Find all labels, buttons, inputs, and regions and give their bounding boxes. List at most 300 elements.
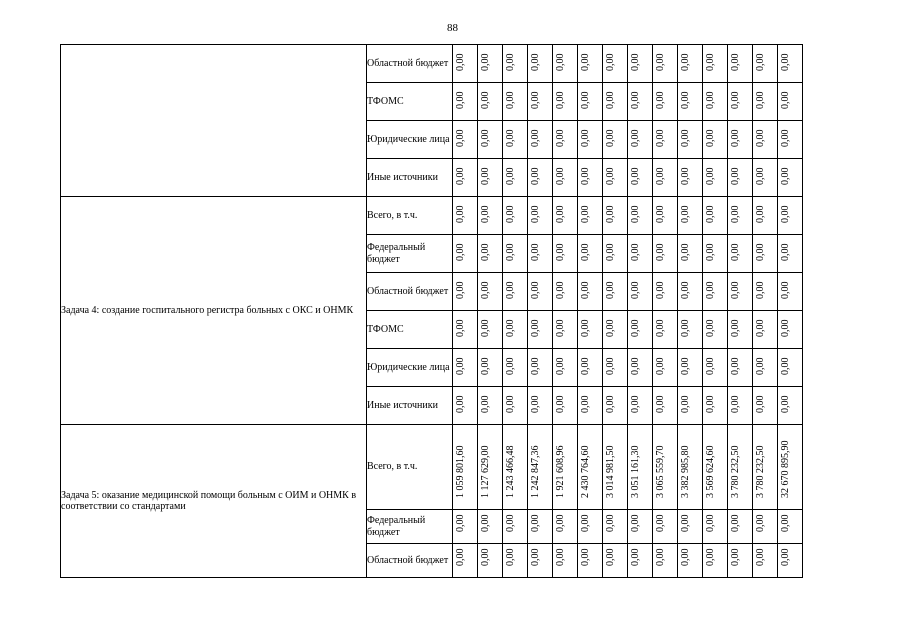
value-text: 0,00	[705, 281, 716, 299]
value-text: 32 670 895,90	[780, 440, 791, 498]
table-row	[61, 45, 803, 83]
value-cell	[528, 311, 553, 349]
value-cell	[453, 121, 478, 159]
value-text: 0,00	[580, 53, 591, 71]
value-text: 0,00	[780, 395, 791, 413]
value-cell	[453, 349, 478, 387]
value-cell	[653, 510, 678, 544]
value-text: 0,00	[480, 53, 491, 71]
funding-source-cell: Областной бюджет	[367, 544, 453, 578]
value-cell	[703, 387, 728, 425]
value-text: 0,00	[680, 281, 691, 299]
value-text: 0,00	[455, 167, 466, 185]
value-cell	[503, 45, 528, 83]
value-cell	[478, 387, 503, 425]
value-cell	[678, 349, 703, 387]
value-text: 0,00	[755, 548, 766, 566]
funding-source-cell: Всего, в т.ч.	[367, 425, 453, 510]
value-text: 0,00	[530, 167, 541, 185]
value-text: 0,00	[705, 357, 716, 375]
value-cell	[453, 197, 478, 235]
value-cell	[678, 510, 703, 544]
value-text: 0,00	[505, 167, 516, 185]
value-cell	[603, 425, 628, 510]
value-text: 0,00	[530, 357, 541, 375]
value-cell	[678, 425, 703, 510]
value-text: 0,00	[730, 91, 741, 109]
value-text: 0,00	[780, 91, 791, 109]
value-text: 0,00	[605, 91, 616, 109]
value-cell	[553, 45, 578, 83]
value-cell	[553, 235, 578, 273]
value-text: 0,00	[455, 357, 466, 375]
value-cell	[553, 349, 578, 387]
value-cell	[653, 197, 678, 235]
value-cell	[753, 121, 778, 159]
value-cell	[503, 387, 528, 425]
value-text: 0,00	[505, 395, 516, 413]
value-text: 0,00	[755, 91, 766, 109]
value-cell	[578, 159, 603, 197]
value-text: 0,00	[630, 514, 641, 532]
value-text: 0,00	[455, 548, 466, 566]
value-cell	[628, 83, 653, 121]
value-cell	[628, 349, 653, 387]
value-cell	[753, 387, 778, 425]
value-text: 0,00	[780, 53, 791, 71]
value-cell	[453, 83, 478, 121]
value-cell	[728, 544, 753, 578]
value-text: 0,00	[530, 129, 541, 147]
value-cell	[703, 197, 728, 235]
value-cell	[603, 197, 628, 235]
value-cell	[778, 387, 803, 425]
value-cell	[778, 197, 803, 235]
value-text: 0,00	[705, 514, 716, 532]
value-cell	[578, 425, 603, 510]
value-text: 0,00	[680, 167, 691, 185]
value-text: 0,00	[505, 205, 516, 223]
task-cell: Задача 5: оказание медицинской помощи больным с ОИМ и ОНМК в соответствии со стандартами	[61, 425, 367, 578]
value-cell	[453, 311, 478, 349]
value-cell	[478, 311, 503, 349]
value-text: 0,00	[530, 281, 541, 299]
value-text: 0,00	[580, 319, 591, 337]
value-text: 0,00	[555, 53, 566, 71]
value-text: 0,00	[655, 319, 666, 337]
funding-source-cell: Областной бюджет	[367, 273, 453, 311]
value-cell	[778, 510, 803, 544]
value-text: 0,00	[630, 548, 641, 566]
value-text: 0,00	[630, 357, 641, 375]
value-cell	[528, 45, 553, 83]
value-text: 0,00	[680, 514, 691, 532]
task-cell	[61, 45, 367, 197]
value-cell	[753, 425, 778, 510]
value-text: 0,00	[655, 205, 666, 223]
value-cell	[528, 235, 553, 273]
value-cell	[603, 121, 628, 159]
value-text: 0,00	[780, 357, 791, 375]
value-text: 0,00	[605, 53, 616, 71]
funding-source-cell: Федеральный бюджет	[367, 235, 453, 273]
value-cell	[678, 45, 703, 83]
value-cell	[553, 311, 578, 349]
value-cell	[553, 197, 578, 235]
funding-source-cell: ТФОМС	[367, 311, 453, 349]
value-text: 0,00	[655, 91, 666, 109]
value-cell	[578, 387, 603, 425]
value-text: 2 430 764,60	[580, 445, 591, 498]
value-text: 0,00	[480, 243, 491, 261]
value-text: 0,00	[480, 205, 491, 223]
value-text: 0,00	[730, 53, 741, 71]
value-cell	[478, 544, 503, 578]
value-cell	[453, 387, 478, 425]
value-cell	[728, 197, 753, 235]
value-text: 0,00	[530, 243, 541, 261]
value-cell	[553, 387, 578, 425]
value-cell	[678, 311, 703, 349]
value-text: 0,00	[480, 129, 491, 147]
value-text: 0,00	[655, 357, 666, 375]
value-cell	[603, 544, 628, 578]
value-cell	[653, 387, 678, 425]
value-cell	[653, 235, 678, 273]
value-cell	[628, 197, 653, 235]
value-text: 0,00	[705, 91, 716, 109]
value-text: 0,00	[505, 53, 516, 71]
value-text: 0,00	[505, 281, 516, 299]
value-text: 0,00	[480, 357, 491, 375]
funding-source-cell: Областной бюджет	[367, 45, 453, 83]
value-text: 0,00	[730, 281, 741, 299]
value-text: 0,00	[655, 281, 666, 299]
value-text: 0,00	[455, 53, 466, 71]
value-cell	[703, 83, 728, 121]
value-text: 0,00	[530, 205, 541, 223]
value-text: 0,00	[555, 548, 566, 566]
value-text: 0,00	[455, 91, 466, 109]
value-cell	[528, 425, 553, 510]
value-text: 0,00	[780, 243, 791, 261]
value-cell	[503, 159, 528, 197]
value-cell	[653, 121, 678, 159]
value-text: 0,00	[705, 53, 716, 71]
value-text: 0,00	[605, 167, 616, 185]
funding-source-cell: Всего, в т.ч.	[367, 197, 453, 235]
value-cell	[678, 235, 703, 273]
value-text: 0,00	[730, 357, 741, 375]
value-cell	[778, 121, 803, 159]
value-text: 0,00	[455, 129, 466, 147]
value-text: 0,00	[780, 548, 791, 566]
value-cell	[553, 83, 578, 121]
value-text: 0,00	[480, 514, 491, 532]
value-text: 0,00	[655, 53, 666, 71]
funding-source-cell: ТФОМС	[367, 83, 453, 121]
value-text: 0,00	[755, 129, 766, 147]
value-cell	[503, 311, 528, 349]
value-text: 0,00	[680, 205, 691, 223]
value-cell	[453, 235, 478, 273]
value-cell	[728, 387, 753, 425]
value-cell	[628, 544, 653, 578]
value-text: 0,00	[580, 548, 591, 566]
value-text: 0,00	[655, 129, 666, 147]
value-text: 1 059 801,60	[455, 445, 466, 498]
value-cell	[753, 45, 778, 83]
value-cell	[478, 159, 503, 197]
funding-source-cell: Юридические лица	[367, 121, 453, 159]
value-cell	[628, 387, 653, 425]
value-text: 3 051 161,30	[630, 445, 641, 498]
value-cell	[653, 159, 678, 197]
value-cell	[503, 510, 528, 544]
value-cell	[478, 235, 503, 273]
value-cell	[728, 83, 753, 121]
value-cell	[703, 121, 728, 159]
value-text: 0,00	[505, 129, 516, 147]
value-text: 0,00	[555, 357, 566, 375]
value-text: 3 014 981,50	[605, 445, 616, 498]
value-cell	[678, 273, 703, 311]
value-text: 0,00	[555, 129, 566, 147]
value-cell	[678, 387, 703, 425]
value-cell	[503, 83, 528, 121]
value-cell	[603, 159, 628, 197]
value-text: 3 065 559,70	[655, 445, 666, 498]
page-number: 88	[447, 22, 458, 34]
value-cell	[703, 45, 728, 83]
value-text: 0,00	[755, 205, 766, 223]
funding-source-cell: Иные источники	[367, 159, 453, 197]
value-text: 0,00	[755, 395, 766, 413]
value-cell	[778, 159, 803, 197]
value-text: 0,00	[580, 357, 591, 375]
value-text: 0,00	[605, 129, 616, 147]
value-text: 0,00	[580, 514, 591, 532]
value-text: 0,00	[705, 395, 716, 413]
value-cell	[578, 45, 603, 83]
value-text: 0,00	[755, 319, 766, 337]
value-text: 0,00	[705, 548, 716, 566]
value-text: 0,00	[755, 167, 766, 185]
value-cell	[528, 197, 553, 235]
value-text: 0,00	[505, 91, 516, 109]
value-text: 0,00	[730, 205, 741, 223]
value-text: 0,00	[755, 357, 766, 375]
value-cell	[553, 544, 578, 578]
value-cell	[578, 121, 603, 159]
value-cell	[753, 349, 778, 387]
value-text: 0,00	[530, 91, 541, 109]
value-cell	[703, 510, 728, 544]
value-text: 0,00	[630, 53, 641, 71]
value-text: 0,00	[530, 319, 541, 337]
value-cell	[603, 311, 628, 349]
value-text: 0,00	[655, 243, 666, 261]
value-cell	[703, 311, 728, 349]
value-cell	[703, 235, 728, 273]
value-cell	[778, 544, 803, 578]
value-text: 0,00	[630, 319, 641, 337]
value-cell	[628, 121, 653, 159]
value-text: 0,00	[480, 281, 491, 299]
value-cell	[478, 510, 503, 544]
value-cell	[578, 197, 603, 235]
value-text: 0,00	[605, 514, 616, 532]
value-cell	[728, 235, 753, 273]
value-cell	[478, 121, 503, 159]
value-cell	[778, 235, 803, 273]
value-text: 0,00	[530, 548, 541, 566]
value-cell	[478, 425, 503, 510]
value-text: 0,00	[580, 129, 591, 147]
value-text: 0,00	[555, 395, 566, 413]
value-text: 0,00	[480, 91, 491, 109]
value-text: 0,00	[580, 395, 591, 413]
value-cell	[578, 349, 603, 387]
value-text: 0,00	[630, 205, 641, 223]
value-cell	[703, 159, 728, 197]
value-cell	[628, 45, 653, 83]
value-text: 0,00	[730, 129, 741, 147]
value-cell	[703, 273, 728, 311]
value-cell	[628, 510, 653, 544]
value-cell	[678, 159, 703, 197]
value-cell	[653, 425, 678, 510]
value-cell	[603, 235, 628, 273]
value-text: 0,00	[680, 129, 691, 147]
value-cell	[603, 273, 628, 311]
value-cell	[578, 273, 603, 311]
value-text: 0,00	[455, 514, 466, 532]
value-text: 0,00	[755, 281, 766, 299]
value-text: 0,00	[555, 205, 566, 223]
value-text: 0,00	[730, 243, 741, 261]
value-cell	[503, 349, 528, 387]
value-cell	[753, 510, 778, 544]
value-text: 0,00	[530, 53, 541, 71]
value-text: 0,00	[455, 319, 466, 337]
value-text: 0,00	[730, 167, 741, 185]
budget-table-body	[61, 45, 803, 578]
value-cell	[453, 45, 478, 83]
value-cell	[778, 311, 803, 349]
value-cell	[728, 45, 753, 83]
value-cell	[553, 425, 578, 510]
value-text: 0,00	[580, 243, 591, 261]
value-text: 0,00	[655, 548, 666, 566]
value-cell	[778, 45, 803, 83]
value-text: 0,00	[630, 129, 641, 147]
value-cell	[603, 349, 628, 387]
value-text: 0,00	[605, 319, 616, 337]
value-text: 0,00	[455, 243, 466, 261]
value-text: 3 382 985,80	[680, 445, 691, 498]
value-cell	[578, 544, 603, 578]
value-cell	[653, 273, 678, 311]
value-text: 0,00	[505, 357, 516, 375]
value-text: 0,00	[755, 514, 766, 532]
value-cell	[628, 273, 653, 311]
value-cell	[728, 121, 753, 159]
value-cell	[653, 83, 678, 121]
value-cell	[453, 425, 478, 510]
value-cell	[628, 425, 653, 510]
value-cell	[778, 425, 803, 510]
value-text: 0,00	[605, 357, 616, 375]
value-text: 0,00	[605, 395, 616, 413]
value-text: 1 242 847,36	[530, 445, 541, 498]
value-text: 0,00	[705, 243, 716, 261]
value-text: 0,00	[655, 167, 666, 185]
value-text: 0,00	[705, 205, 716, 223]
value-text: 0,00	[680, 395, 691, 413]
value-cell	[478, 197, 503, 235]
value-cell	[478, 45, 503, 83]
value-text: 0,00	[730, 548, 741, 566]
value-cell	[728, 159, 753, 197]
value-text: 0,00	[580, 167, 591, 185]
value-cell	[528, 273, 553, 311]
value-text: 0,00	[780, 167, 791, 185]
value-text: 3 569 624,60	[705, 445, 716, 498]
value-cell	[628, 311, 653, 349]
value-text: 0,00	[605, 548, 616, 566]
value-text: 0,00	[655, 514, 666, 532]
value-text: 0,00	[480, 319, 491, 337]
value-text: 3 780 232,50	[730, 445, 741, 498]
value-cell	[578, 235, 603, 273]
value-cell	[553, 510, 578, 544]
value-cell	[578, 311, 603, 349]
value-text: 0,00	[780, 514, 791, 532]
value-cell	[453, 510, 478, 544]
value-text: 0,00	[680, 53, 691, 71]
value-cell	[753, 273, 778, 311]
value-text: 0,00	[730, 395, 741, 413]
value-text: 0,00	[455, 205, 466, 223]
value-cell	[753, 159, 778, 197]
value-cell	[578, 510, 603, 544]
value-text: 0,00	[505, 243, 516, 261]
value-cell	[678, 544, 703, 578]
value-cell	[728, 311, 753, 349]
value-text: 0,00	[630, 167, 641, 185]
value-cell	[678, 121, 703, 159]
value-text: 0,00	[455, 281, 466, 299]
value-cell	[528, 544, 553, 578]
value-cell	[453, 273, 478, 311]
value-text: 0,00	[605, 205, 616, 223]
value-cell	[528, 387, 553, 425]
value-text: 0,00	[780, 281, 791, 299]
value-cell	[603, 45, 628, 83]
value-text: 3 780 232,50	[755, 445, 766, 498]
value-cell	[778, 349, 803, 387]
value-cell	[478, 83, 503, 121]
value-cell	[703, 425, 728, 510]
value-cell	[478, 273, 503, 311]
value-text: 0,00	[605, 243, 616, 261]
budget-table	[60, 44, 803, 578]
value-cell	[653, 544, 678, 578]
value-cell	[503, 121, 528, 159]
value-text: 0,00	[730, 514, 741, 532]
funding-source-cell: Юридические лица	[367, 349, 453, 387]
